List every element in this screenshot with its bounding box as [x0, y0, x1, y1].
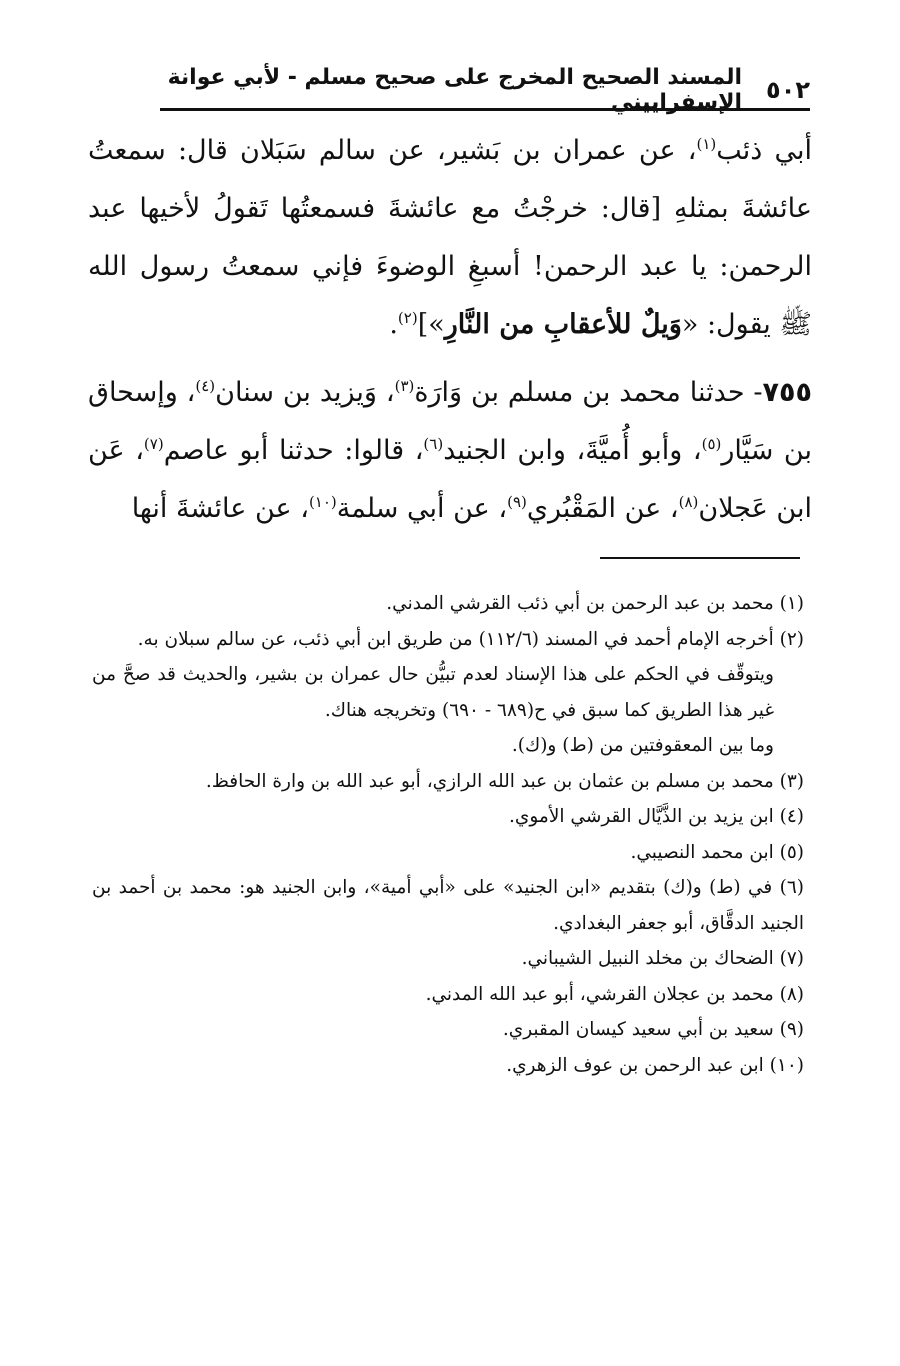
- footnote-9: (٩) سعيد بن أبي سعيد كيسان المقبري.: [502, 1019, 804, 1040]
- text-segment: ، عن عائشةَ أنها: [131, 493, 309, 524]
- text-segment: .: [389, 309, 398, 340]
- text-segment: ، عن المَقْبُري: [526, 493, 679, 524]
- footnote-ref: (٣): [394, 377, 415, 395]
- footnote-2: (٢) أخرجه الإمام أحمد في المسند (١١٢/٦) من طريق ابن أبي ذئب، عن سالم سبلان به.: [137, 628, 804, 650]
- footnote-10: (١٠) ابن عبد الرحمن بن عوف الزهري.: [506, 1054, 804, 1076]
- text-segment: أبي ذئب: [716, 135, 813, 166]
- footnote-ref: (٩): [507, 493, 527, 511]
- text-segment: ، عن أبي سلمة: [336, 493, 508, 524]
- footnote-ref: (٢): [397, 309, 418, 327]
- footnote-8: (٨) محمد بن عجلان القرشي، أبو عبد الله المدني.: [425, 983, 804, 1005]
- footnote-ref: (٥): [701, 435, 722, 453]
- hadith-quote: وَيلٌ للأعقابِ من النَّارِ: [444, 309, 682, 340]
- footnote-4: (٤) ابن يزيد بن الذَّيَّال القرشي الأموي.: [509, 806, 804, 827]
- footnote-ref: (٤): [195, 377, 216, 395]
- footnote-2-comment: ويتوقّف في الحكم على هذا الإسناد لعدم تبيُّن حال عمران بن بشير، والحديث قد صحَّ من غير هذا الطريق كما سبق في ح(٦٨٩ - ٦٩٠) وتخريجه هناك.: [92, 664, 774, 721]
- paragraph-continuation: [88, 122, 812, 354]
- footnotes: [92, 586, 804, 1083]
- text-segment: »]: [417, 309, 445, 340]
- footnote-ref: (٦): [423, 435, 444, 453]
- running-title: المسند الصحيح المخرج على صحيح مسلم - لأبي عوانة الإسفراييني: [167, 65, 743, 115]
- hadith-paragraph: [88, 364, 812, 538]
- footnote-ref: (١): [696, 135, 717, 153]
- text-segment: ، وأبو أُميَّةَ، وابن الجنيد: [443, 435, 702, 466]
- text-segment: ، عَن ابن عَجلان: [88, 435, 812, 524]
- main-text: [88, 122, 812, 538]
- footnote-ref: (١٠): [308, 493, 337, 511]
- footnote-7: (٧) الضحاك بن مخلد النبيل الشيباني.: [521, 948, 804, 969]
- footnote-3: (٣) محمد بن مسلم بن عثمان بن عبد الله الرازي، أبو عبد الله بن وارة الحافظ.: [205, 770, 804, 792]
- footnote-1: (١) محمد بن عبد الرحمن بن أبي ذئب القرشي المدني.: [386, 593, 804, 614]
- text-segment: - حدثنا محمد بن مسلم بن وَارَة: [414, 377, 763, 408]
- page-header: [160, 65, 810, 115]
- footnote-ref: (٧): [143, 435, 164, 453]
- text-segment: ، عن عمران بن بَشير، عن سالم سَبَلان قال: سمعتُ عائشةَ بمثلهِ [قال: خرجْتُ مع عائشةَ فسمعتُها تَقولُ لأخيها عبد الرحمن: يا عبد الرحمن! أسبغِ الوضوءَ فإني سمعتُ رسول الله ﷺ يقول: «: [88, 135, 812, 340]
- footnote-5: (٥) ابن محمد النصيبي.: [630, 841, 804, 863]
- text-segment: ، وَيزيد بن سنان: [215, 377, 395, 408]
- text-segment: ، وإسحاق بن سَيَّار: [88, 377, 812, 466]
- footnote-separator: [600, 557, 800, 559]
- page-number: ٥٠٢: [766, 76, 810, 104]
- footnote-6: (٦) في (ط) و(ك) بتقديم «ابن الجنيد» على «أبي أمية»، وابن الجنيد هو: محمد بن أحمد بن الجنيد الدقَّاق، أبو جعفر البغدادي.: [92, 877, 804, 934]
- hadith-number: ٧٥٥: [762, 377, 812, 408]
- text-segment: ، قالوا: حدثنا أبو عاصم: [163, 435, 424, 466]
- footnote-ref: (٨): [678, 493, 699, 511]
- footnote-2-note: وما بين المعقوفتين من (ط) و(ك).: [511, 735, 774, 756]
